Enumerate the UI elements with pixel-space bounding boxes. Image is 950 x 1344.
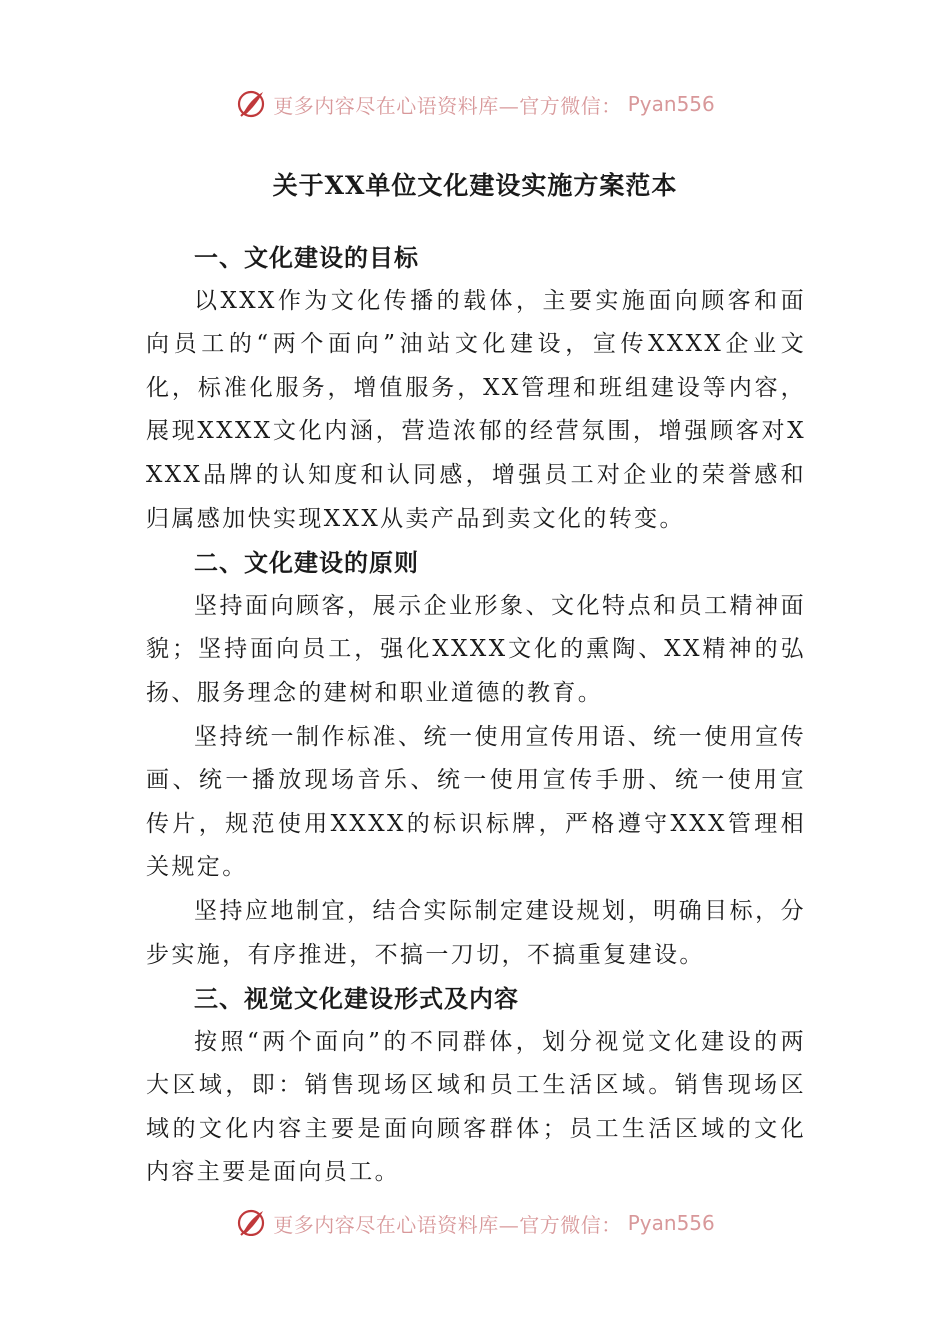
watermark-wechat-id: Pyan556 bbox=[627, 1211, 715, 1235]
paragraph: 坚持统一制作标准、统一使用宣传用语、统一使用宣传画、统一播放现场音乐、统一使用宣传手册、统一使用宣传片，规范使用XXXX的标识标牌，严格遵守XXX管理相关规定。 bbox=[146, 723, 806, 881]
footer-watermark bbox=[0, 1202, 950, 1236]
watermark-text: 更多内容尽在心语资料库—官方微信： bbox=[273, 93, 622, 118]
document-title: 关于XX单位文化建设实施方案范本 bbox=[272, 171, 678, 200]
section-heading-goals: 一、文化建设的目标 bbox=[194, 243, 419, 272]
paragraph: 按照“两个面向”的不同群体，划分视觉文化建设的两大区域，即：销售现场区域和员工生活区域。销售现场区域的文化内容主要是面向顾客群体；员工生活区域的文化内容主要是面向员工。 bbox=[146, 1028, 806, 1186]
watermark-text: 更多内容尽在心语资料库—官方微信： bbox=[273, 1212, 622, 1236]
watermark-wechat-id: Pyan556 bbox=[627, 92, 715, 116]
header-watermark bbox=[0, 84, 950, 124]
document-body bbox=[146, 236, 806, 1195]
section-heading-visual-culture: 三、视觉文化建设形式及内容 bbox=[194, 984, 519, 1014]
quill-logo-icon bbox=[235, 1207, 267, 1236]
paragraph: 坚持应地制宜，结合实际制定建设规划，明确目标，分步实施，有序推进，不搞一刀切，不搞重复建设。 bbox=[146, 897, 806, 968]
section-heading-principles: 二、文化建设的原则 bbox=[194, 548, 419, 578]
paragraph: 以XXX作为文化传播的载体，主要实施面向顾客和面向员工的“两个面向”油站文化建设，宣传XXXX企业文化，标准化服务，增值服务，XX管理和班组建设等内容，展现XXXX文化内涵，营造浓郁的经营氛围，增强顾客对XXXX品牌的认知度和认同感，增强员工对企业的荣誉感和归属感加快实现XXX从卖产品到卖文化的转变。 bbox=[146, 287, 806, 532]
paragraph: 坚持面向顾客，展示企业形象、文化特点和员工精神面貌；坚持面向员工，强化XXXX文化的熏陶、XX精神的弘扬、服务理念的建树和职业道德的教育。 bbox=[146, 592, 806, 706]
quill-logo-icon bbox=[235, 88, 267, 120]
